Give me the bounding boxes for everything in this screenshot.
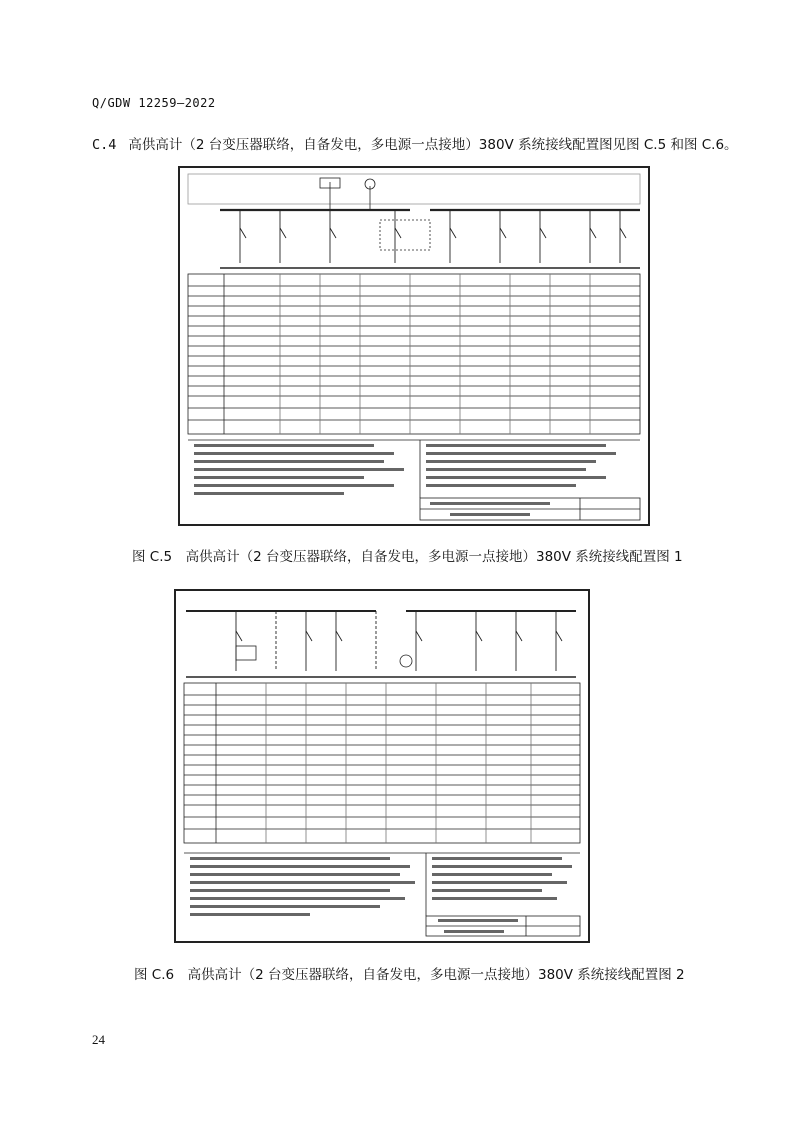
wiring-diagram-1 <box>180 168 648 524</box>
figure-c6-drawing <box>174 589 590 943</box>
header-code: Q/GDW 12259—2022 <box>92 96 216 110</box>
section-number: C.4 <box>92 137 117 153</box>
page-number: 24 <box>92 1032 105 1047</box>
section-heading <box>92 133 738 153</box>
figure-c5-drawing <box>178 166 650 526</box>
figure-c6-caption: 图 C.6 高供高计（2 台变压器联络，自备发电，多电源一点接地）380V 系统接线配置图 2 <box>134 967 685 983</box>
figure-c5-caption: 图 C.5 高供高计（2 台变压器联络，自备发电，多电源一点接地）380V 系统接线配置图 1 <box>132 549 683 565</box>
section-text: 高供高计（2 台变压器联络，自备发电，多电源一点接地）380V 系统接线配置图见图 C.5 和图 C.6。 <box>128 137 738 153</box>
wiring-diagram-2 <box>176 591 588 941</box>
